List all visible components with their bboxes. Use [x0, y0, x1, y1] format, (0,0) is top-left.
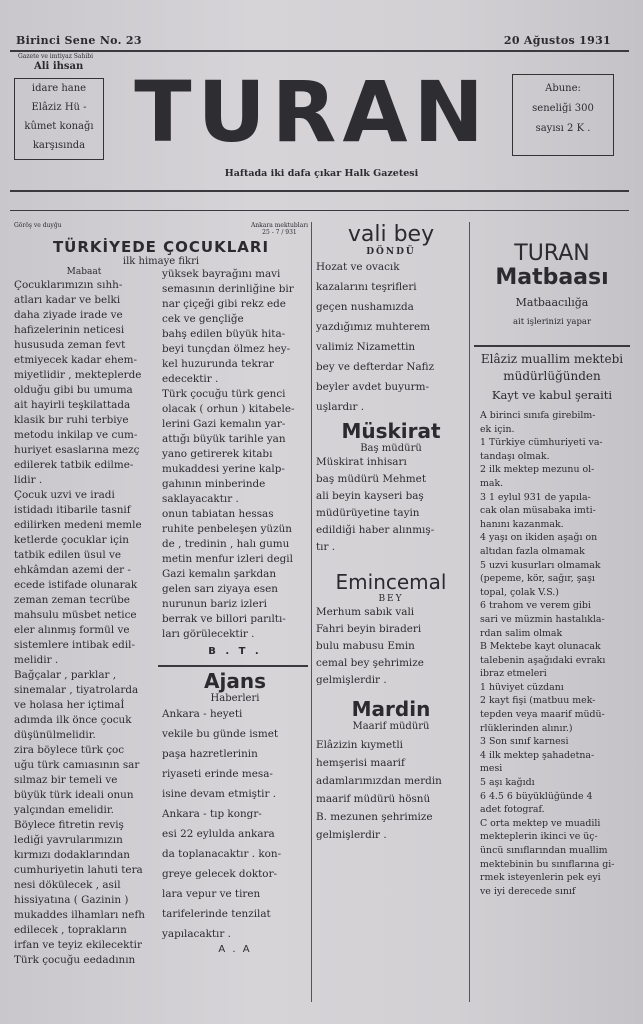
article-children [14, 222, 308, 1022]
text-line: edilecek , toprakların [14, 924, 127, 936]
text-line: kel huzurunda tekrar [162, 358, 274, 370]
press-ad-title-2: Matbaası [495, 265, 609, 290]
text-line: riyaseti erinde mesa- [162, 768, 273, 780]
issue-number: Birinci Sene No. 23 [16, 34, 142, 47]
requirement-line: 2 kayt fişi (matbuu mek- [480, 695, 596, 707]
text-line: edildiği haber alınmış- [316, 524, 435, 536]
text-line: ait hayirli teşkilattada [14, 399, 131, 411]
requirement-line: adet fotograf. [480, 804, 545, 816]
requirement-line: üncü sınıflarından muallim [480, 845, 608, 856]
text-line: daha ziyade irade ve [14, 309, 123, 321]
text-line: paşa hazretlerinin [162, 748, 258, 760]
text-line: Hozat ve ovacık [316, 261, 400, 273]
text-line: huriyet esaslarına mezç [14, 444, 140, 456]
text-line: eler alınmış formül ve [14, 624, 130, 636]
text-line: mukaddes ilhamları nefh [14, 909, 145, 921]
office-box [14, 78, 104, 160]
requirement-line: mektebinin bu sınıflarına gi- [480, 858, 615, 870]
local-news-column [316, 222, 466, 1022]
muskirat-subtitle: Baş müdürü [360, 443, 422, 454]
text-line: beyler avdet buyurm- [316, 381, 429, 393]
text-line: attığı büyük tarihle yan [162, 433, 286, 445]
text-line: mahsulu müsbet netice [14, 609, 137, 621]
section-rule [158, 665, 308, 667]
text-line: hissiyatına ( Gazinin ) [14, 894, 129, 906]
text-line: adamlarımızdan merdin [316, 775, 442, 787]
school-subtitle: Kayt ve kabul şeraiti [491, 388, 613, 402]
text-line: bulu mabusu Emin [316, 640, 415, 652]
text-line: uğu türk camıasının sar [14, 759, 140, 771]
ajans-title: Ajans [204, 669, 266, 693]
press-ad-desc: ait işlerinizi yapar [512, 317, 592, 327]
requirement-line: ek için. [480, 423, 515, 435]
text-line: lerini Gazi kemalın yar- [162, 418, 286, 430]
text-line: ve holasa her içtimaİ [14, 699, 125, 711]
article-text-left [14, 278, 154, 968]
requirement-line: (pepeme, kör, sağır, şaşı [480, 573, 595, 585]
text-line: klasik bır ruhi terbiye [14, 414, 129, 426]
emin-title: Emincemal [335, 570, 447, 594]
text-line: lara vepur ve tiren [162, 888, 261, 900]
text-line: gelmişlerdir . [316, 829, 387, 841]
text-line: sinemalar , tiyatrolarda [14, 684, 139, 696]
text-line: müdürüyetine tayin [316, 507, 420, 519]
muskirat-title: Müskirat [341, 419, 441, 443]
requirement-line: mak. [480, 477, 504, 489]
text-line: zeman zeman tecrübe [14, 594, 130, 606]
office-line: karşısında [32, 140, 86, 151]
requirement-line: tepden veya maarif müdü- [480, 709, 605, 721]
text-line: nesi dökülecek , asil [14, 879, 121, 891]
text-line: edilirken medeni memle [14, 519, 142, 531]
text-line: Böylece fitretin reviş [14, 819, 124, 831]
text-line: Çocuk uzvi ve iradi [14, 489, 115, 501]
text-line: gelmişlerdir . [316, 674, 387, 686]
text-line: onun tabiatan hessas [162, 508, 274, 520]
requirement-line: 6 trahom ve verem gibi [480, 600, 591, 612]
press-ad-subtitle: Matbaacılığa [515, 296, 589, 309]
subscription-box [512, 74, 614, 156]
text-line: Ankara - tıp kongr- [162, 808, 262, 820]
text-line: Türk çocuğu türk genci [162, 388, 286, 400]
article-kicker: Göröş ve duyğu [14, 222, 62, 229]
requirement-line: mesi [480, 763, 503, 775]
muskirat-text [316, 454, 466, 556]
dateline-date: 25 - 7 / 931 [262, 229, 297, 236]
text-line: isine devam etmiştir . [162, 788, 277, 800]
article-dateline [251, 222, 308, 236]
article-text-right [162, 267, 308, 642]
text-line: edilerek tatbik edilme- [14, 459, 134, 471]
section-rule [474, 345, 630, 347]
article-column-left [14, 267, 154, 968]
requirement-line: 5 aşı kağıdı [480, 777, 535, 789]
text-line: Türk çocuğu eedadının [14, 954, 136, 966]
article-column-right [162, 267, 308, 968]
text-line: yano getirerek kitabı [162, 448, 273, 460]
text-line: geçen nushamızda [316, 301, 414, 313]
text-line: büyük türk ideali onun [14, 789, 134, 801]
text-line: hafizelerinin neticesi [14, 324, 125, 336]
text-line: ali beyin kayseri baş [316, 490, 424, 502]
text-line: Müskirat inhisarı [316, 456, 407, 468]
text-line: istidadı itibarile tasnif [14, 504, 131, 516]
text-line: Çocuklarımızın sıhh- [14, 279, 123, 291]
text-line: maarif müdürü hösnü [316, 793, 431, 805]
text-line: tarifelerinde tenzilat [162, 908, 271, 920]
text-line: vekile bu günde ismet [162, 728, 279, 740]
text-line: da toplanacaktır . kon- [162, 848, 282, 860]
requirement-line: 5 uzvi kusurları olmamak [480, 559, 601, 571]
subscription-line: Abune: [545, 83, 581, 94]
requirement-line: B Mektebe kayt olunacak [480, 641, 601, 653]
text-line: gelen sarı ziyaya esen [162, 583, 278, 595]
text-line: ecede istifade olunarak [14, 579, 138, 591]
text-line: sistemlere intibak edil- [14, 639, 135, 651]
tagline: Haftada iki dafa çıkar Halk Gazetesi [224, 168, 419, 179]
text-line: Fahri beyin biraderi [316, 623, 422, 635]
text-line: mukaddesi yerine kalp- [162, 463, 285, 475]
text-line: yalçından emelidir. [14, 804, 114, 816]
text-line: bahş edilen büyük hita- [162, 328, 286, 340]
requirement-line: 1 hüviyet cüzdanı [480, 681, 564, 693]
owner-label: Gazete ve imtiyaz Sahibi [18, 53, 94, 60]
text-line: melidir . [14, 654, 59, 666]
masthead-rule-thin [10, 210, 629, 211]
text-line: tır . [316, 541, 336, 553]
requirement-line: hanını kazanmak. [480, 518, 564, 530]
text-line: beyi tunçdan ölmez hey- [162, 343, 291, 355]
school-title-2: müdürlüğünden [503, 369, 601, 383]
text-line: berrak ve billori parıltı- [162, 613, 286, 625]
text-line: Gazi kemalın şarkdan [162, 568, 277, 580]
text-line: metin menfur izleri degil [162, 553, 293, 565]
text-line: olacak ( orhun ) kitabele- [162, 403, 295, 415]
text-line: esi 22 eylulda ankara [162, 828, 275, 840]
dateline-label: Ankara mektubları [250, 222, 308, 229]
mardin-title: Mardin [351, 697, 431, 721]
top-rule [10, 50, 629, 52]
emin-subtitle: BEY [378, 594, 404, 604]
article-byline: Mabaat [66, 267, 102, 277]
masthead-title: TURAN [134, 63, 490, 161]
text-line: yazdığımız muhterem [316, 321, 430, 333]
requirement-line: mekteplerin ikinci ve üç- [480, 831, 598, 843]
text-line: zira böylece türk çoc [14, 744, 125, 756]
text-line: yapılacaktır . [162, 928, 231, 940]
requirement-line: 4 ilk mektep şahadetna- [480, 749, 595, 761]
text-line: saklayacaktır . [162, 493, 239, 505]
text-line: olduğu gibi bu umuma [14, 384, 133, 396]
office-line: kûmet konağı [24, 121, 94, 132]
text-line: bey ve defterdar Nafiz [316, 361, 435, 373]
owner-name: Ali ihsan [34, 61, 84, 72]
requirement-line: ve iyi derecede sınıf [480, 885, 576, 897]
requirement-line: A birinci sınıfa girebilm- [480, 410, 596, 421]
notices-column [474, 222, 630, 1022]
text-line: ruhite penbeleşen yüzün [162, 523, 292, 535]
text-line: baş müdürü Mehmet [316, 473, 426, 485]
text-line: miyetlidir , mekteplerde [14, 369, 142, 381]
text-line: kazalarını teşrifleri [316, 281, 417, 293]
text-line: hususuda zeman fevt [14, 339, 126, 351]
requirement-line: talebenin aşağıdaki evrakı [480, 654, 606, 666]
requirement-line: cak olan müsabaka imti- [480, 505, 596, 517]
text-line: uşlardır . [316, 401, 365, 413]
ajans-text [162, 704, 308, 944]
text-line: ları görülecektir . [162, 628, 255, 640]
text-line: B. mezunen şehrimize [316, 811, 433, 823]
requirement-line: rdan salim olmak [480, 627, 563, 639]
vali-title: vali bey [347, 222, 435, 247]
requirement-line: 3 Son sınıf karnesi [480, 736, 569, 748]
text-line: etmiyecek kadar ehem- [14, 354, 138, 366]
requirement-line: 6 4.5 6 büyüklüğünde 4 [480, 790, 593, 802]
text-line: valimiz Nizamettin [316, 341, 416, 353]
office-line: Elâziz Hü - [31, 102, 87, 113]
text-line: greye gelecek doktor- [162, 868, 278, 880]
article-signature: B . T . [208, 646, 262, 657]
school-requirements [474, 409, 630, 898]
requirement-line: tandaşı olmak. [480, 450, 550, 462]
vali-subtitle: DÖNDÜ [366, 247, 416, 257]
requirement-line: 3 1 eylul 931 de yapıla- [480, 491, 591, 503]
school-title: Elâziz muallim mektebi [480, 352, 624, 366]
text-line: nurunun bariz izleri [162, 598, 267, 610]
text-line: de , tredinin , halı gumu [162, 538, 290, 550]
ajans-subtitle: Haberleri [210, 693, 260, 704]
requirement-line: rlüklerinden alınır.) [480, 722, 573, 734]
vali-text [316, 257, 466, 417]
text-line: edecektir . [162, 373, 219, 385]
column-divider [311, 222, 312, 1002]
text-line: semasının derinliğine bir [162, 283, 294, 295]
article-title: TÜRKİYEDE ÇOCUKLARI [52, 238, 270, 256]
mardin-text [316, 736, 466, 844]
text-line: cemal bey şehrimize [316, 657, 424, 669]
text-line: atları kadar ve belki [14, 294, 121, 306]
text-line: Bağçalar , parklar , [14, 669, 117, 681]
requirement-line: altıdan fazla olmamak [480, 545, 585, 557]
requirement-line: C orta mektep ve muadili [480, 817, 601, 829]
text-line: lidir . [14, 474, 43, 486]
text-line: hemşerisi maarif [316, 757, 405, 769]
subscription-line: seneliği 300 [532, 103, 594, 114]
requirement-line: rmek isteyenlerin pek eyi [480, 872, 601, 884]
requirement-line: sari ve müzmin hastalıkla- [480, 613, 605, 625]
text-line: Elâzizin kıymetli [316, 739, 404, 751]
text-line: adımda ilk önce çocuk [14, 714, 132, 726]
text-line: nar çiçeği gibi rekz ede [162, 298, 286, 310]
text-line: ehkâmdan azemi der - [14, 564, 131, 576]
text-line: yüksek bayrağını mavi [162, 268, 281, 280]
column-divider [469, 222, 470, 1002]
ajans-signature: A . A [218, 944, 252, 955]
text-line: gahının minberinde [162, 478, 266, 490]
requirement-line: 1 Türkiye cümhuriyeti va- [480, 437, 603, 449]
text-line: irfan ve teyiz ekilecektir [14, 939, 142, 951]
press-ad-title: TURAN [514, 241, 590, 266]
issue-date: 20 Ağustos 1931 [503, 34, 611, 47]
text-line: lediği yavrularımızın [14, 834, 123, 846]
requirement-line: 4 yaşı on ikiden aşağı on [480, 532, 598, 544]
mardin-subtitle: Maarif müdürü [352, 721, 430, 732]
text-line: kırmızı dodaklarından [14, 849, 130, 861]
masthead-rule [10, 190, 629, 192]
text-line: düşünülmelidir. [14, 729, 96, 741]
text-line: cumhuriyetin lahuti tera [14, 864, 143, 876]
requirement-line: ibraz etmeleri [480, 668, 547, 680]
text-line: ketlerde çocuklar için [14, 534, 129, 546]
article-subtitle: ilk himaye fikri [122, 256, 200, 267]
text-line: metodu inkilap ve cum- [14, 429, 138, 441]
text-line: cek ve gençliğe [162, 313, 244, 325]
emin-text [316, 604, 466, 689]
text-line: Merhum sabık vali [316, 606, 415, 618]
subscription-line: sayısı 2 K . [535, 123, 591, 134]
text-line: sılmaz bir temeli ve [14, 774, 118, 786]
office-line: idare hane [31, 83, 87, 94]
requirement-line: 2 ilk mektep mezunu ol- [480, 464, 595, 476]
requirement-line: topal, çolak V.S.) [480, 586, 559, 598]
text-line: tatbik edilen üsul ve [14, 549, 122, 561]
text-line: Ankara - heyeti [162, 708, 243, 720]
